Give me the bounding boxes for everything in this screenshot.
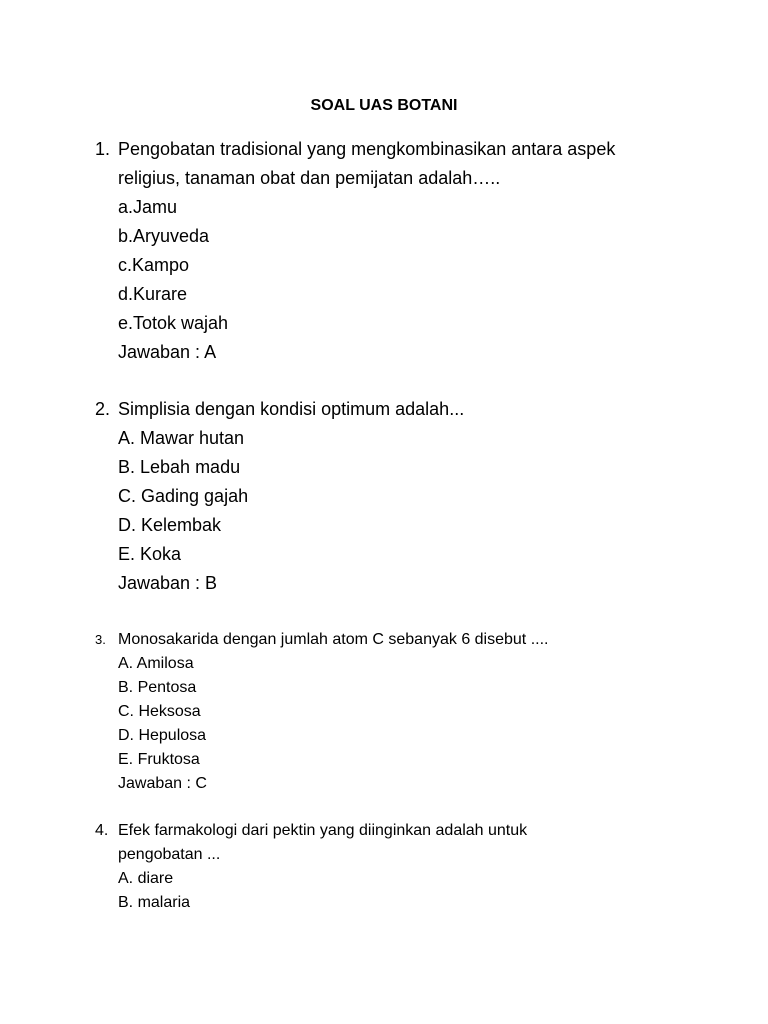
- question-number: 2.: [95, 399, 111, 419]
- answer-option: E. Koka: [118, 544, 182, 564]
- question-text-line: Monosakarida dengan jumlah atom C sebanyak 6 disebut ....: [118, 631, 549, 648]
- question-text-line: pengobatan ...: [118, 846, 221, 863]
- answer-option: e.Totok wajah: [118, 313, 229, 333]
- answer-option: B. Lebah madu: [118, 457, 241, 477]
- question-3: [95, 628, 663, 796]
- question-body: [118, 628, 663, 796]
- answer-option: C. Heksosa: [118, 703, 201, 720]
- page-title: SOAL UAS BOTANI: [310, 97, 458, 114]
- answer-option: d.Kurare: [118, 284, 188, 304]
- answer-option: B. Pentosa: [118, 679, 197, 696]
- question-body: [118, 395, 663, 598]
- question-number: 3.: [95, 632, 106, 647]
- question-text-line: religius, tanaman obat dan pemijatan adalah…..: [118, 168, 501, 188]
- answer-option: E. Fruktosa: [118, 751, 200, 768]
- answer-option: c.Kampo: [118, 255, 190, 275]
- question-2: [95, 395, 663, 598]
- question-text-line: Simplisia dengan kondisi optimum adalah...: [118, 399, 465, 419]
- answer-option: D. Kelembak: [118, 515, 222, 535]
- answer-option: A. Amilosa: [118, 655, 194, 672]
- answer-key: Jawaban : B: [118, 573, 218, 593]
- question-number: 4.: [95, 822, 109, 839]
- question-1: [95, 135, 663, 367]
- question-number: 1.: [95, 139, 111, 159]
- answer-option: B. malaria: [118, 894, 191, 911]
- answer-option: C. Gading gajah: [118, 486, 249, 506]
- question-text-line: Pengobatan tradisional yang mengkombinasikan antara aspek: [118, 139, 616, 159]
- question-body: [118, 819, 663, 915]
- answer-option: b.Aryuveda: [118, 226, 210, 246]
- answer-option: A. diare: [118, 870, 174, 887]
- question-text-line: Efek farmakologi dari pektin yang diinginkan adalah untuk: [118, 822, 528, 839]
- answer-option: a.Jamu: [118, 197, 178, 217]
- answer-key: Jawaban : A: [118, 342, 217, 362]
- question-body: [118, 135, 663, 367]
- answer-key: Jawaban : C: [118, 775, 207, 792]
- answer-option: A. Mawar hutan: [118, 428, 245, 448]
- answer-option: D. Hepulosa: [118, 727, 207, 744]
- question-4: [95, 819, 663, 915]
